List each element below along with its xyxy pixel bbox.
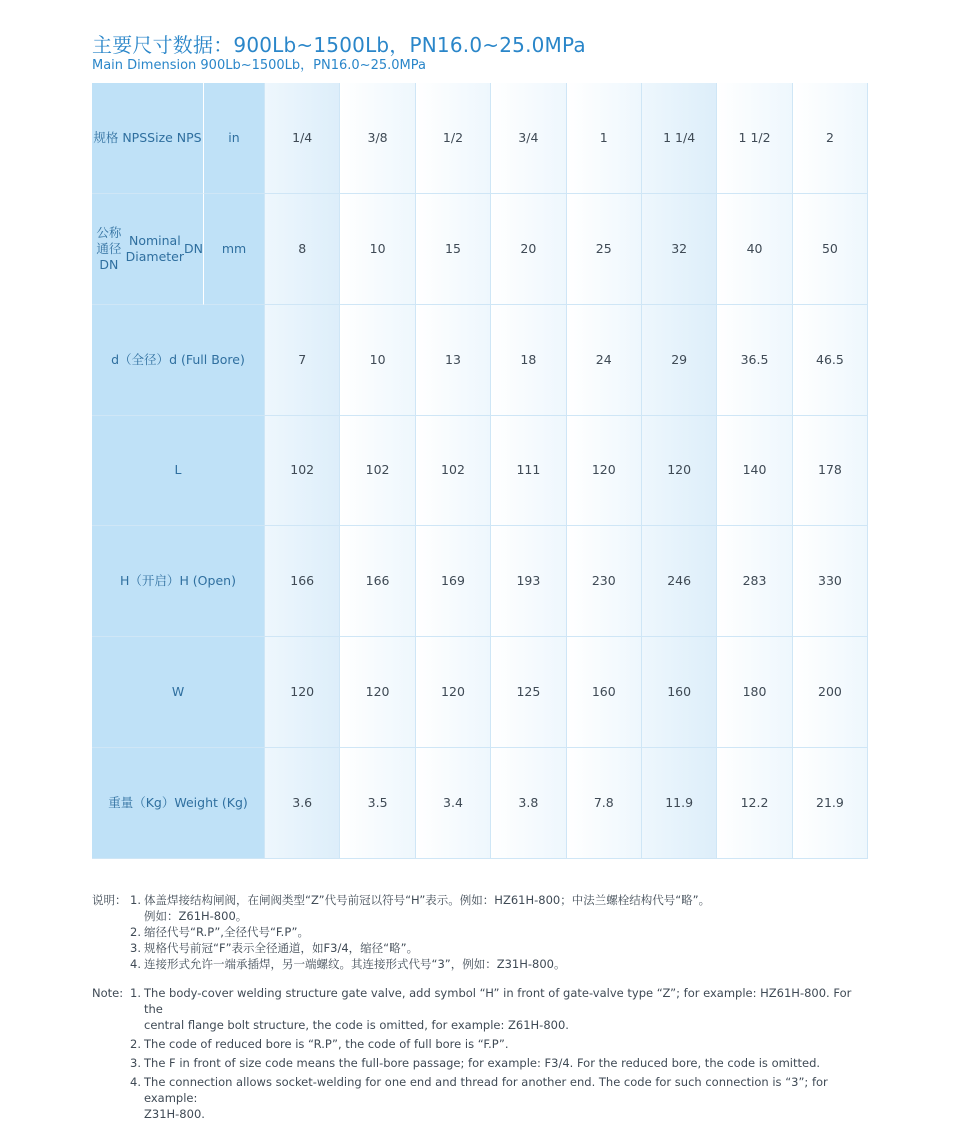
row-label [92, 748, 265, 859]
note-line: Z31H-800. [144, 1107, 205, 1121]
table-cell: 160 [642, 637, 717, 748]
table-cell: 178 [793, 416, 868, 527]
table-cell: 166 [265, 526, 340, 637]
row-label-line: Size NPS [147, 129, 202, 145]
note-item [130, 892, 872, 924]
note-number: 4. [130, 957, 141, 971]
row-label [92, 526, 265, 637]
table-cell: 166 [340, 526, 415, 637]
note-item [130, 924, 872, 940]
table-cell: 120 [642, 416, 717, 527]
row-label-line: 重量（Kg） [108, 795, 175, 811]
row-label-line: H (Open) [179, 573, 236, 589]
row-label [92, 416, 265, 527]
notes-heading: Note: [92, 986, 124, 1000]
note-number: 3. [130, 1056, 141, 1070]
table-cell: 25 [567, 194, 642, 305]
row-label-line: DN [184, 240, 203, 256]
row-label-line: 规格 NPS [93, 129, 148, 145]
table-cell: 1 1/4 [642, 83, 717, 194]
table-cell: 193 [491, 526, 566, 637]
table-cell: 13 [416, 305, 491, 416]
table-cell: 230 [567, 526, 642, 637]
dimension-table [92, 83, 868, 859]
table-cell: 8 [265, 194, 340, 305]
table-cell: 15 [416, 194, 491, 305]
note-number: 2. [130, 925, 141, 939]
row-label [92, 194, 204, 305]
table-cell: 3.4 [416, 748, 491, 859]
notes-heading: 说明： [92, 893, 127, 907]
note-line: 连接形式允许一端承插焊，另一端螺纹。其连接形式代号“3”，例如：Z31H-800。 [144, 957, 566, 971]
table-cell: 102 [416, 416, 491, 527]
note-line: 缩径代号“R.P”,全径代号“F.P”。 [144, 925, 309, 939]
table-cell: 169 [416, 526, 491, 637]
note-number: 4. [130, 1075, 141, 1089]
table-cell: 3.5 [340, 748, 415, 859]
table-cell: 50 [793, 194, 868, 305]
page-subtitle: Main Dimension 900Lb~1500Lb，PN16.0~25.0MPa [92, 58, 426, 73]
table-cell: 180 [717, 637, 792, 748]
table-cell: 200 [793, 637, 868, 748]
row-label-line: d (Full Bore) [169, 351, 245, 367]
table-cell: 18 [491, 305, 566, 416]
table-cell: 102 [340, 416, 415, 527]
note-item [130, 940, 872, 956]
table-cell: 7 [265, 305, 340, 416]
note-number: 3. [130, 941, 141, 955]
row-label-line: 公称通径 DN [96, 224, 122, 272]
note-item [130, 1036, 872, 1052]
table-cell: 46.5 [793, 305, 868, 416]
note-number: 1. [130, 986, 141, 1000]
table-cell: 36.5 [717, 305, 792, 416]
notes-english [92, 985, 872, 1122]
table-cell: 1 1/2 [717, 83, 792, 194]
table-cell: 283 [717, 526, 792, 637]
row-label [92, 83, 204, 194]
note-line: The connection allows socket-welding for one end and thread for another end. The code for such connection is “3”; for example: [144, 1075, 828, 1105]
note-item [130, 1074, 872, 1122]
note-item [130, 1055, 872, 1071]
table-cell: 12.2 [717, 748, 792, 859]
note-line: 例如：Z61H-800。 [144, 909, 248, 923]
table-cell: 120 [265, 637, 340, 748]
note-item [130, 956, 872, 972]
row-label-line: H（开启） [120, 573, 180, 589]
table-cell: 3.6 [265, 748, 340, 859]
table-cell: 29 [642, 305, 717, 416]
table-cell: 10 [340, 305, 415, 416]
table-cell: 1/4 [265, 83, 340, 194]
note-line: The code of reduced bore is “R.P”, the code of full bore is “F.P”. [144, 1037, 509, 1051]
table-cell: 3/8 [340, 83, 415, 194]
row-label-line: L [174, 462, 182, 478]
table-cell: 330 [793, 526, 868, 637]
page-title: 主要尺寸数据：900Lb~1500Lb，PN16.0~25.0MPa [92, 33, 586, 57]
row-label-line: W [171, 684, 185, 700]
table-cell: 7.8 [567, 748, 642, 859]
table-cell: 246 [642, 526, 717, 637]
table-cell: 3.8 [491, 748, 566, 859]
row-unit: mm [204, 194, 265, 305]
row-label [92, 637, 265, 748]
note-number: 1. [130, 893, 141, 907]
table-cell: 125 [491, 637, 566, 748]
table-cell: 40 [717, 194, 792, 305]
table-cell: 102 [265, 416, 340, 527]
table-cell: 3/4 [491, 83, 566, 194]
note-line: The body-cover welding structure gate valve, add symbol “H” in front of gate-valve type “Z”; for example: HZ61H-800. For the [144, 986, 852, 1016]
table-cell: 1/2 [416, 83, 491, 194]
row-label [92, 305, 265, 416]
table-cell: 140 [717, 416, 792, 527]
row-unit: in [204, 83, 265, 194]
note-line: The F in front of size code means the full-bore passage; for example: F3/4. For the reduced bore, the code is omitted. [144, 1056, 821, 1070]
table-cell: 111 [491, 416, 566, 527]
table-cell: 120 [340, 637, 415, 748]
note-line: 规格代号前冠“F”表示全径通道，如F3/4，缩径“略”。 [144, 941, 419, 955]
note-item [130, 985, 872, 1033]
table-cell: 20 [491, 194, 566, 305]
note-line: central flange bolt structure, the code is omitted, for example: Z61H-800. [144, 1018, 569, 1032]
row-label-line: Nominal Diameter [125, 232, 185, 264]
table-cell: 120 [567, 416, 642, 527]
table-cell: 11.9 [642, 748, 717, 859]
row-label-line: Weight (Kg) [174, 795, 248, 811]
table-cell: 21.9 [793, 748, 868, 859]
table-cell: 10 [340, 194, 415, 305]
table-cell: 24 [567, 305, 642, 416]
table-cell: 32 [642, 194, 717, 305]
note-number: 2. [130, 1037, 141, 1051]
table-cell: 1 [567, 83, 642, 194]
table-cell: 120 [416, 637, 491, 748]
note-line: 体盖焊接结构闸阀，在闸阀类型“Z”代号前冠以符号“H”表示。例如：HZ61H-800；中法兰螺栓结构代号“略”。 [144, 893, 711, 907]
table-cell: 160 [567, 637, 642, 748]
table-cell: 2 [793, 83, 868, 194]
notes-chinese [92, 892, 872, 972]
row-label-line: d（全径） [111, 351, 170, 367]
